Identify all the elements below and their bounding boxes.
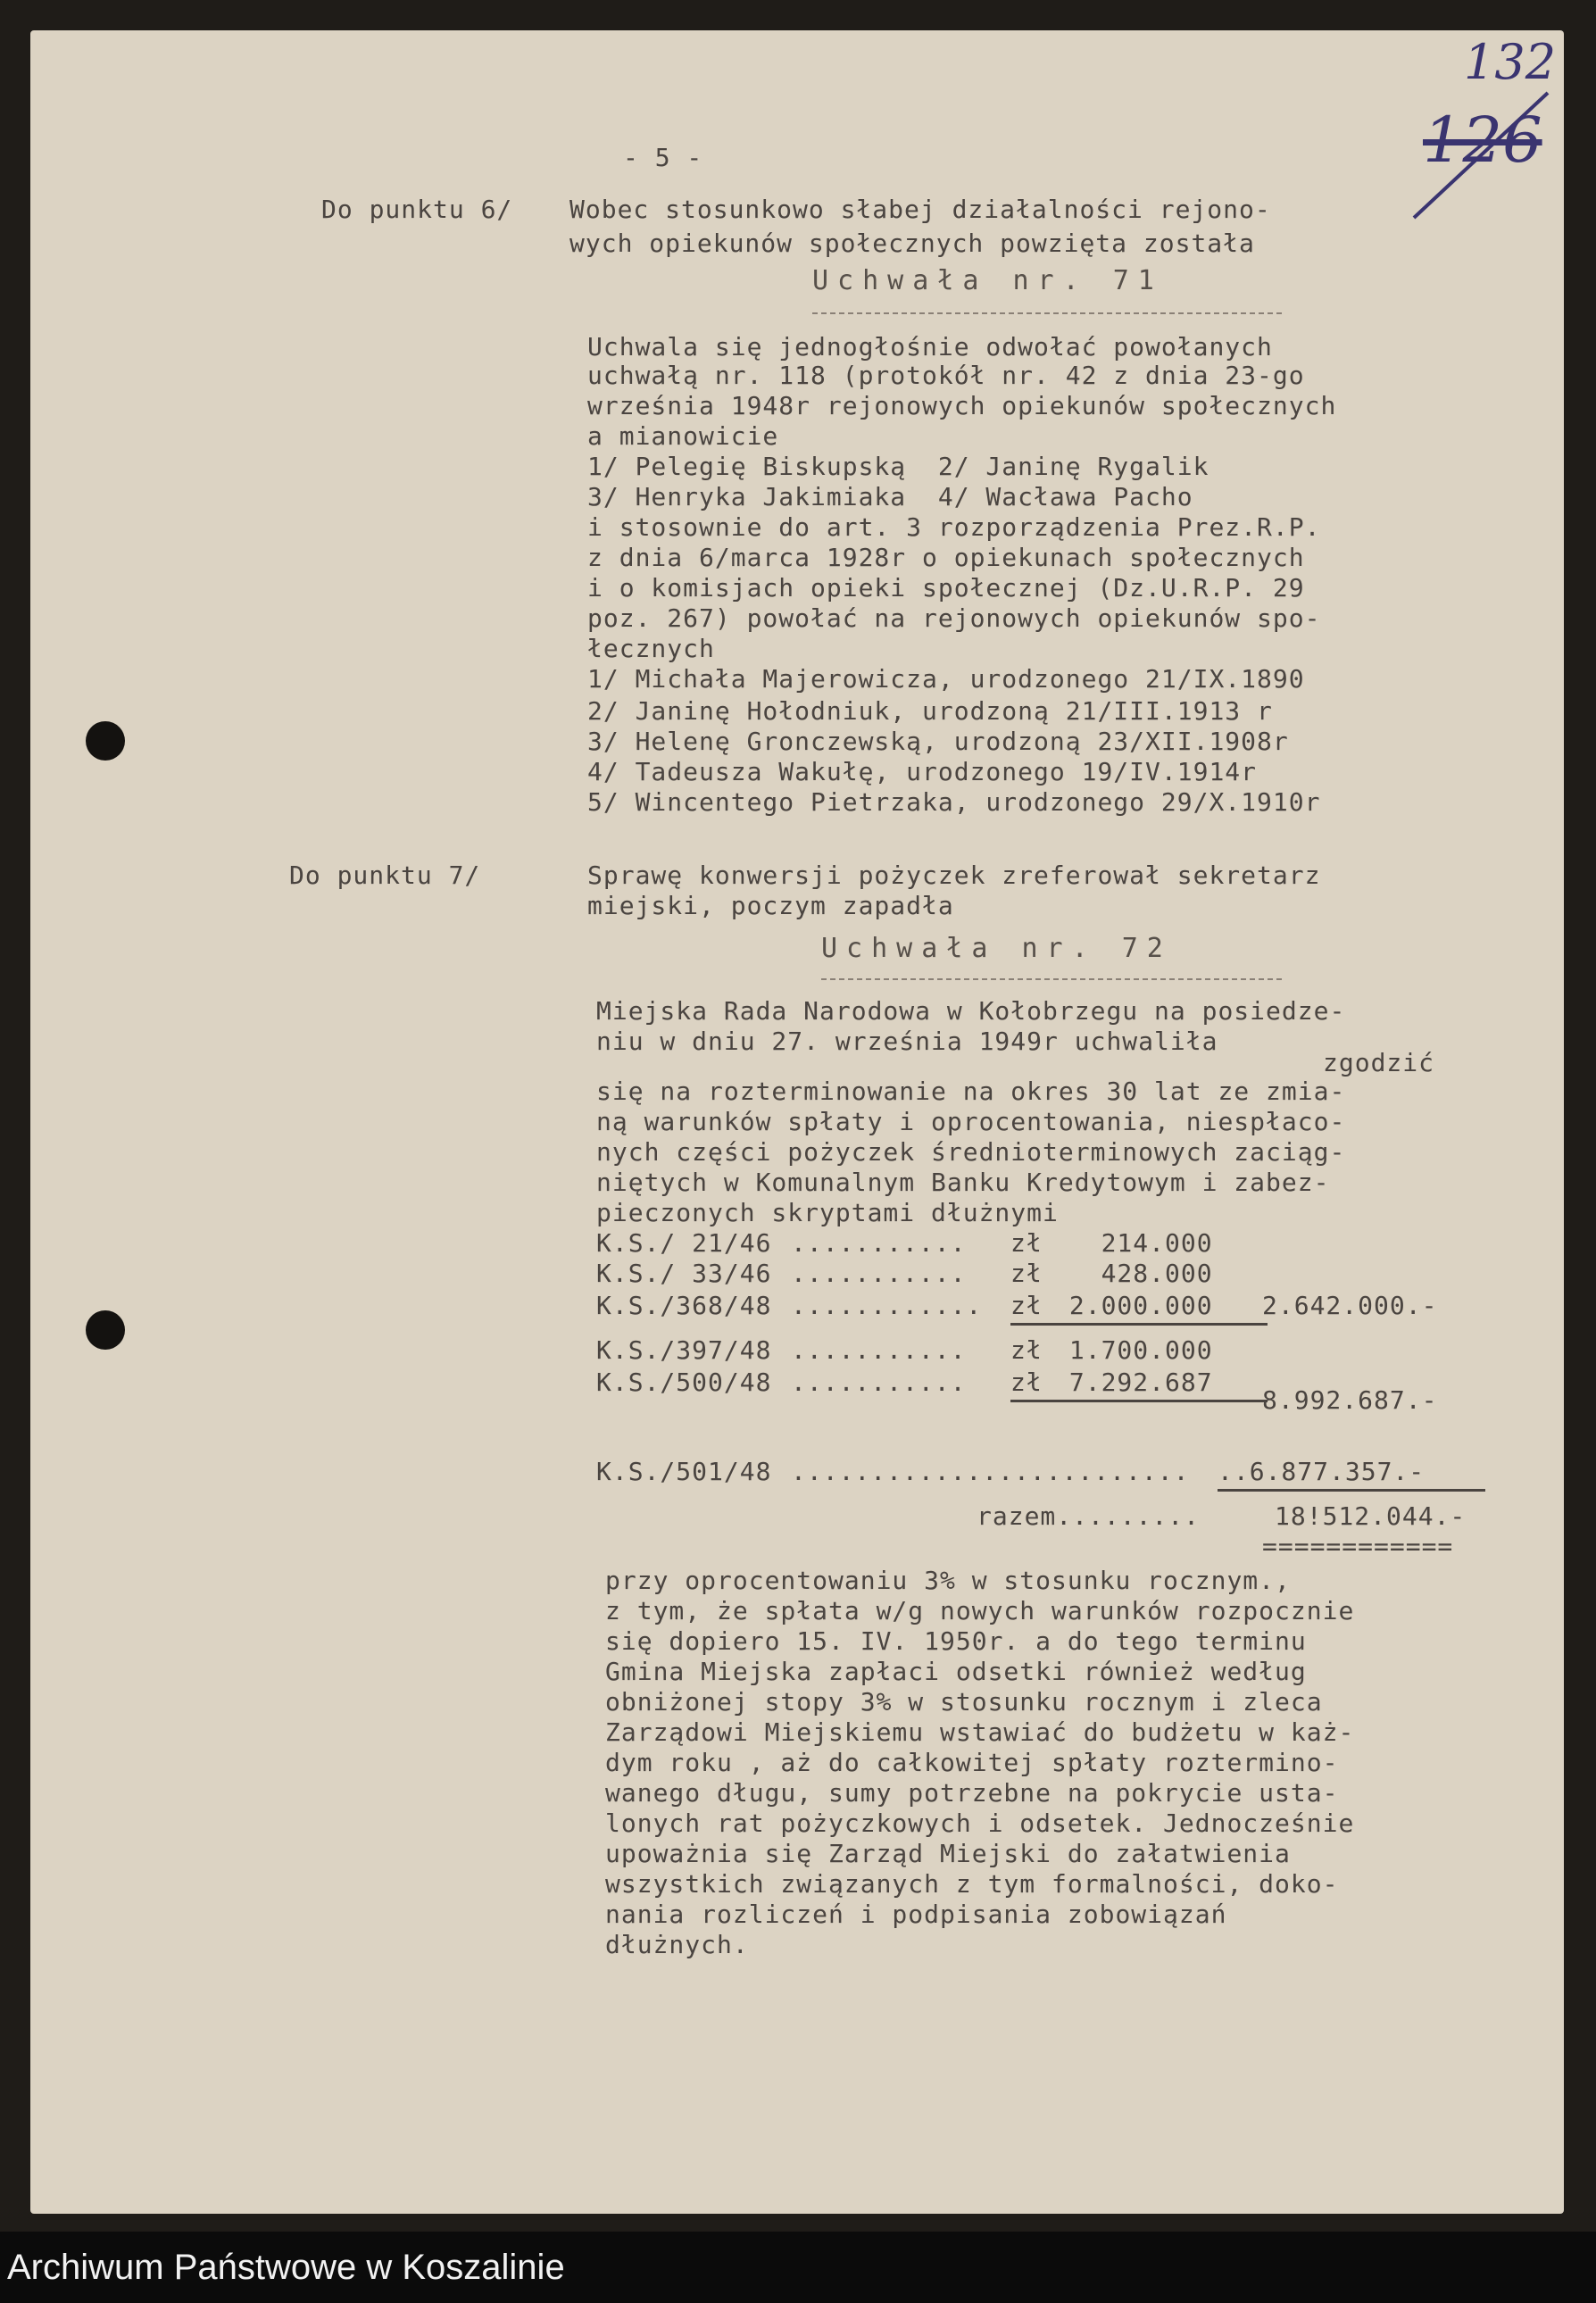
body-line: lonych rat pożyczkowych i odsetek. Jednocześnie <box>605 1808 1355 1838</box>
body-line: przy oprocentowaniu 3% w stosunku rocznym., <box>605 1566 1291 1595</box>
item6-intro-line: Wobec stosunkowo słabej działalności rejono- <box>569 195 1271 224</box>
loan-amount: 214.000 <box>1053 1228 1213 1258</box>
body-line: dym roku , aż do całkowitej spłaty roztermino- <box>605 1748 1339 1777</box>
loan-amount: 7.292.687 <box>1053 1368 1213 1397</box>
body-line: 4/ Tadeusza Wakułę, urodzonego 19/IV.1914r <box>587 757 1258 786</box>
body-line: i o komisjach opieki społecznej (Dz.U.R.P. 29 <box>587 573 1305 603</box>
body-line: ną warunków spłaty i oprocentowania, niespłaco- <box>596 1107 1346 1136</box>
body-line: i stosownie do art. 3 rozporządzenia Prez.R.P. <box>587 512 1321 542</box>
loan-ref: K.S./397/48 <box>596 1335 772 1365</box>
loan-amount: 2.000.000 <box>1053 1291 1213 1320</box>
total-label: razem......... <box>977 1501 1201 1531</box>
body-line: nych części pożyczek średnioterminowych zaciąg- <box>596 1137 1346 1167</box>
archive-credit: Archiwum Państwowe w Koszalinie <box>7 2248 565 2287</box>
punch-hole <box>86 1310 125 1350</box>
loan-subtotal: 8.992.687.- <box>1262 1385 1438 1415</box>
body-line: łecznych <box>587 634 715 663</box>
loan-amount: 1.700.000 <box>1053 1335 1213 1365</box>
body-line: 3/ Henryka Jakimiaka 4/ Wacława Pacho <box>587 482 1193 511</box>
body-line: a mianowicie <box>587 421 779 451</box>
body-line: upoważnia się Zarząd Miejski do załatwienia <box>605 1839 1291 1868</box>
subtotal-underline <box>1010 1400 1268 1402</box>
strike-mark <box>1405 84 1566 227</box>
loan-ref: K.S./ 21/46 <box>596 1228 772 1258</box>
body-line: 5/ Wincentego Pietrzaka, urodzonego 29/X.1910r <box>587 787 1321 817</box>
body-line: 1/ Michała Majerowicza, urodzonego 21/IX.1890 <box>587 664 1305 694</box>
loan-currency: zł <box>1010 1291 1043 1320</box>
old-folio-number: 126 <box>1423 104 1542 177</box>
item7-label: Do punktu 7/ <box>289 861 481 890</box>
total-value: 18!512.044.- <box>1275 1501 1467 1531</box>
body-line: wszystkich związanych z tym formalności, doko- <box>605 1869 1339 1899</box>
body-line: Gmina Miejska zapłaci odsetki również według <box>605 1657 1307 1686</box>
loan-dots: ......................... <box>791 1457 1190 1486</box>
loan-dots: ........... <box>791 1335 967 1365</box>
document-page <box>30 30 1564 2214</box>
loan-amount: ..6.877.357.- <box>1218 1457 1426 1486</box>
body-line: wanego długu, sumy potrzebne na pokrycie usta- <box>605 1778 1339 1808</box>
subtotal-underline <box>1218 1489 1485 1492</box>
body-line: Miejska Rada Narodowa w Kołobrzegu na posiedze- <box>596 996 1346 1026</box>
body-line: pieczonych skryptami dłużnymi <box>596 1198 1059 1227</box>
loan-currency: zł <box>1010 1368 1043 1397</box>
loan-amount: 428.000 <box>1053 1259 1213 1288</box>
loan-ref: K.S./ 33/46 <box>596 1259 772 1288</box>
total-rule: ============ <box>1262 1532 1454 1561</box>
loan-currency: zł <box>1010 1228 1043 1258</box>
item7-intro-line: miejski, poczym zapadła <box>587 891 954 920</box>
loan-ref: K.S./501/48 <box>596 1457 772 1486</box>
body-line: Zarządowi Miejskiemu wstawiać do budżetu w każ- <box>605 1717 1355 1747</box>
loan-currency: zł <box>1010 1259 1043 1288</box>
resolution-72-rule <box>821 978 1282 980</box>
loan-currency: zł <box>1010 1335 1043 1365</box>
body-line: uchwałą nr. 118 (protokół nr. 42 z dnia 23-go <box>587 361 1305 390</box>
archive-credit-bar <box>0 2232 1596 2303</box>
body-line: obniżonej stopy 3% w stosunku rocznym i zleca <box>605 1687 1323 1717</box>
body-line: się na rozterminowanie na okres 30 lat ze zmia- <box>596 1077 1346 1106</box>
body-line: niu w dniu 27. września 1949r uchwaliła <box>596 1027 1218 1056</box>
loan-ref: K.S./368/48 <box>596 1291 772 1320</box>
loan-dots: ............ <box>791 1291 983 1320</box>
body-line: Uchwala się jednogłośnie odwołać powołanych <box>587 332 1273 362</box>
body-line: poz. 267) powołać na rejonowych opiekunów spo- <box>587 603 1321 633</box>
body-line: 3/ Helenę Gronczewską, urodzoną 23/XII.1908r <box>587 727 1289 756</box>
folio-number: 132 <box>1464 34 1557 90</box>
loan-dots: ........... <box>791 1368 967 1397</box>
punch-hole <box>86 721 125 761</box>
resolution-72-title: Uchwała nr. 72 <box>821 933 1172 964</box>
item6-intro-line: wych opiekunów społecznych powzięta została <box>569 229 1255 258</box>
loan-dots: ........... <box>791 1259 967 1288</box>
resolution-71-title: Uchwała nr. 71 <box>812 265 1163 296</box>
subtotal-underline <box>1010 1323 1268 1326</box>
loan-ref: K.S./500/48 <box>596 1368 772 1397</box>
body-line: września 1948r rejonowych opiekunów społecznych <box>587 391 1337 420</box>
resolution-71-rule <box>812 312 1282 314</box>
inserted-word: zgodzić <box>1323 1048 1435 1077</box>
item6-label: Do punktu 6/ <box>321 195 513 224</box>
loan-dots: ........... <box>791 1228 967 1258</box>
item7-intro-line: Sprawę konwersji pożyczek zreferował sekretarz <box>587 861 1321 890</box>
body-line: niętych w Komunalnym Banku Kredytowym i zabez- <box>596 1168 1330 1197</box>
page-number: - 5 - <box>623 143 703 172</box>
body-line: 2/ Janinę Hołodniuk, urodzoną 21/III.1913 r <box>587 696 1273 726</box>
body-line: 1/ Pelegię Biskupską 2/ Janinę Rygalik <box>587 452 1209 481</box>
body-line: z dnia 6/marca 1928r o opiekunach społecznych <box>587 543 1305 572</box>
body-line: się dopiero 15. IV. 1950r. a do tego terminu <box>605 1626 1307 1656</box>
body-line: nania rozliczeń i podpisania zobowiązań <box>605 1900 1227 1929</box>
loan-subtotal: 2.642.000.- <box>1262 1291 1438 1320</box>
body-line: dłużnych. <box>605 1930 749 1959</box>
body-line: z tym, że spłata w/g nowych warunków rozpocznie <box>605 1596 1355 1625</box>
